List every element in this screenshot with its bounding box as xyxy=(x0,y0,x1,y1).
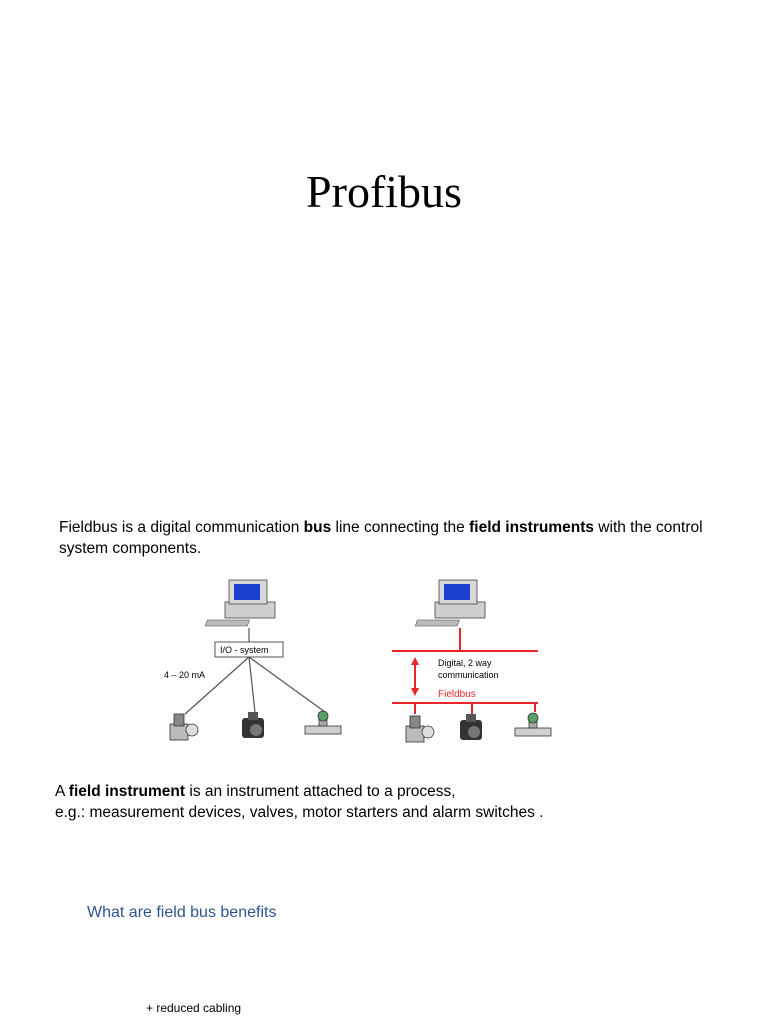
field-instrument-definition xyxy=(55,781,715,823)
fieldbus-flowmeter-device-icon xyxy=(515,713,551,736)
fieldbus-motor-device-icon xyxy=(460,714,482,740)
intro-bold-field-instruments: field instruments xyxy=(469,519,594,536)
motor-device-icon xyxy=(242,712,264,738)
intro-text-2: line connecting the xyxy=(331,519,470,536)
flowmeter-device-icon xyxy=(305,711,341,734)
definition-bold: field instrument xyxy=(68,783,186,800)
digital-comm-line2: communication xyxy=(438,670,499,680)
definition-text-1: A xyxy=(55,783,69,800)
io-system-label: I/O - system xyxy=(220,645,269,655)
definition-examples: e.g.: measurement devices, valves, motor starters and alarm switches . xyxy=(55,804,544,821)
intro-bold-bus: bus xyxy=(303,519,332,536)
fieldbus-valve-device-icon xyxy=(406,716,434,742)
intro-text-3: with the control system components. xyxy=(59,519,703,557)
intro-text-1: Fieldbus is a digital communication xyxy=(59,519,304,536)
benefit-item: + reduced cabling xyxy=(146,1001,242,1015)
fieldbus-diagram xyxy=(140,562,580,762)
benefits-heading: What are field bus benefits xyxy=(87,904,277,921)
fieldbus-label: Fieldbus xyxy=(438,689,476,700)
current-loop-label: 4 – 20 mA xyxy=(164,670,206,680)
fieldbus-pc-icon xyxy=(415,580,485,626)
valve-device-icon xyxy=(170,714,198,740)
page-title: Profibus xyxy=(306,166,462,217)
fieldbus-description xyxy=(59,517,719,559)
definition-text-2: is an instrument attached to a process, xyxy=(185,783,456,800)
digital-comm-line1: Digital, 2 way xyxy=(438,658,492,668)
conventional-pc-icon xyxy=(205,580,275,626)
